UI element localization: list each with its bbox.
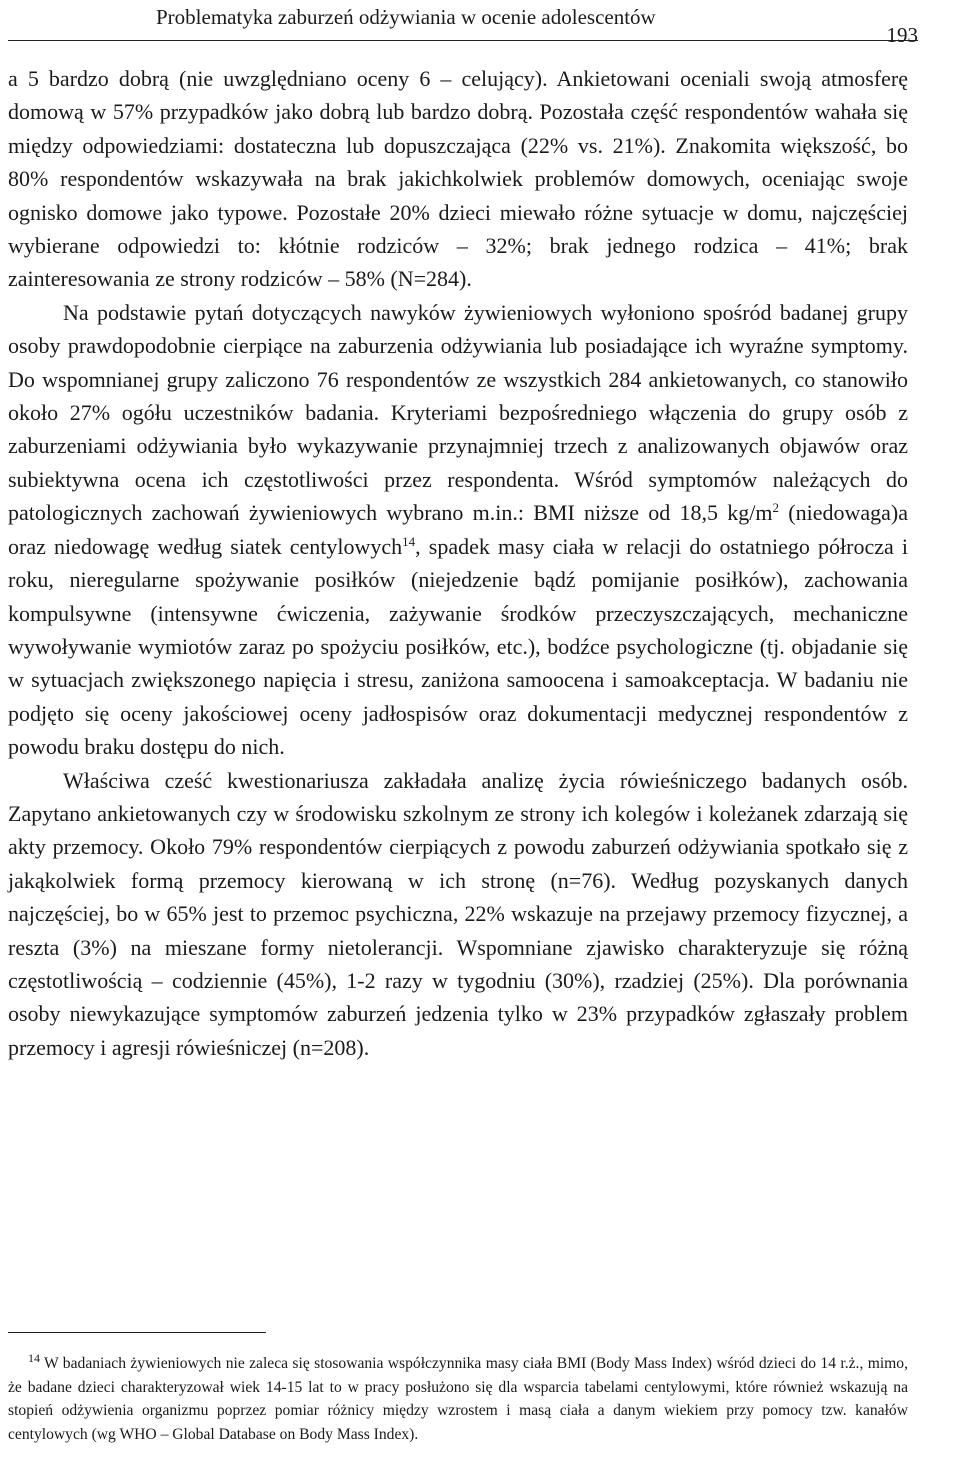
footnote-divider [8, 1332, 266, 1333]
paragraph-2-part-3: , spadek masy ciała w relacji do ostatniego półrocza i roku, nieregularne spożywanie posiłków (niejedzenie bądź pomijanie posiłków), zachowania kompulsywne (intensywne ćwiczenia, zażywanie środków przeczyszczających, mechaniczne wywoływanie wymiotów zaraz po spożyciu posiłków, etc.), bodźce psychologiczne (tj. objadanie się w sytuacjach zwiększonego napięcia i stresu, zaniżona samoocena i samoakceptacja. W badaniu nie podjęto się oceny jakościowej oceny jadłospisów oraz dokumentacji medycznej respondentów z powodu braku dostępu do nich. [8, 533, 908, 760]
paragraph-3: Właściwa cześć kwestionariusza zakładała analizę życia rówieśniczego badanych osób. Zapytano ankietowanych czy w środowisku szkolnym ze strony ich kolegów i koleżanek zdarzają się akty przemocy. Około 79% respondentów cierpiących z powodu zaburzeń odżywiania spotkało się z jakąkolwiek formą przemocy kierowaną w ich stronę (n=76). Według pozyskanych danych najczęściej, bo w 65% jest to przemoc psychiczna, 22% wskazuje na przejawy przemocy fizycznej, a reszta (3%) na mieszane formy nietolerancji. Wspomniane zjawisko charakteryzuje się różną częstotliwością – codziennie (45%), 1-2 razy w tygodniu (30%), rzadziej (25%). Dla porównania osoby niewykazujące symptomów zaburzeń jedzenia tylko w 23% przypadków zgłaszały problem przemocy i agresji rówieśniczej (n=208). [8, 767, 908, 1060]
running-title: Problematyka zaburzeń odżywiania w ocenie adolescentów [156, 5, 656, 29]
footnote-reference-14: 14 [402, 533, 416, 549]
footnote: 14 W badaniach żywieniowych nie zaleca się stosowania współczynnika masy ciała BMI (Body Mass Index) wśród dzieci do 14 r.ż., mimo, że badane dzieci charakteryzował wiek 14-15 lat to w pracy posłużono się dla wsparcia tabelami centylowymi, które również wskazują na stopień odżywienia organizmu poprzez pomiar różnicy między wzrostem i masą ciała a danym wiekiem przy pomocy tzw. kanałów centylowych (wg WHO – Global Database on Body Mass Index). [8, 1351, 908, 1443]
superscript-squared: 2 [772, 500, 780, 516]
paragraph-2-part-2: (niedowaga)a oraz niedowagę według siatek centylowych [8, 500, 908, 559]
footnote-text: W badaniach żywieniowych nie zaleca się stosowania współczynnika masy ciała BMI (Body Mass Index) wśród dzieci do 14 r.ż., mimo, że badane dzieci charakteryzował wiek 14-15 lat to w pracy posłużono się dla wsparcia tabelami centylowymi, które również wskazują na stopień odżywienia organizmu poprzez pomiar różnicy między wzrostem i masą ciała a danym wiekiem przy pomocy tzw. kanałów centylowych (wg WHO – Global Database on Body Mass Index). [8, 1355, 908, 1443]
paragraph-1: a 5 bardzo dobrą (nie uwzględniano oceny 6 – celujący). Ankietowani oceniali swoją atmosferę domową w 57% przypadków jako dobrą lub bardzo dobrą. Pozostała część respondentów wahała się między odpowiedziami: dostateczna lub dopuszczająca (22% vs. 21%). Znakomita większość, bo 80% respondentów wskazywała na brak jakichkolwiek problemów domowych, oceniając swoje ognisko domowe jako typowe. Pozostałe 20% dzieci miewało różne sytuacje w domu, najczęściej wybierane odpowiedzi to: kłótnie rodziców – 32%; brak jednego rodzica – 41%; brak zainteresowania ze strony rodziców – 58% (N=284). [8, 66, 908, 292]
running-header [8, 0, 918, 47]
page-number: 193 [886, 23, 918, 47]
paragraph-2 [8, 296, 908, 764]
paragraph-2-part-1: Na podstawie pytań dotyczących nawyków żywieniowych wyłoniono spośród badanej grupy osoby prawdopodobnie cierpiące na zaburzenia odżywiania lub posiadające ich wyraźne symptomy. Do wspomnianej grupy zaliczono 76 respondentów ze wszystkich 284 ankietowanych, co stanowiło około 27% ogółu uczestników badania. Kryteriami bezpośredniego włączenia do grupy osób z zaburzeniami odżywiania było wykazywanie przynajmniej trzech z analizowanych objawów oraz subiektywna ocena ich częstotliwości przez respondenta. Wśród symptomów należących do patologicznych zachowań żywieniowych wybrano m.in.: BMI niższe od 18,5 kg/m [8, 299, 908, 526]
main-text [8, 62, 908, 1064]
